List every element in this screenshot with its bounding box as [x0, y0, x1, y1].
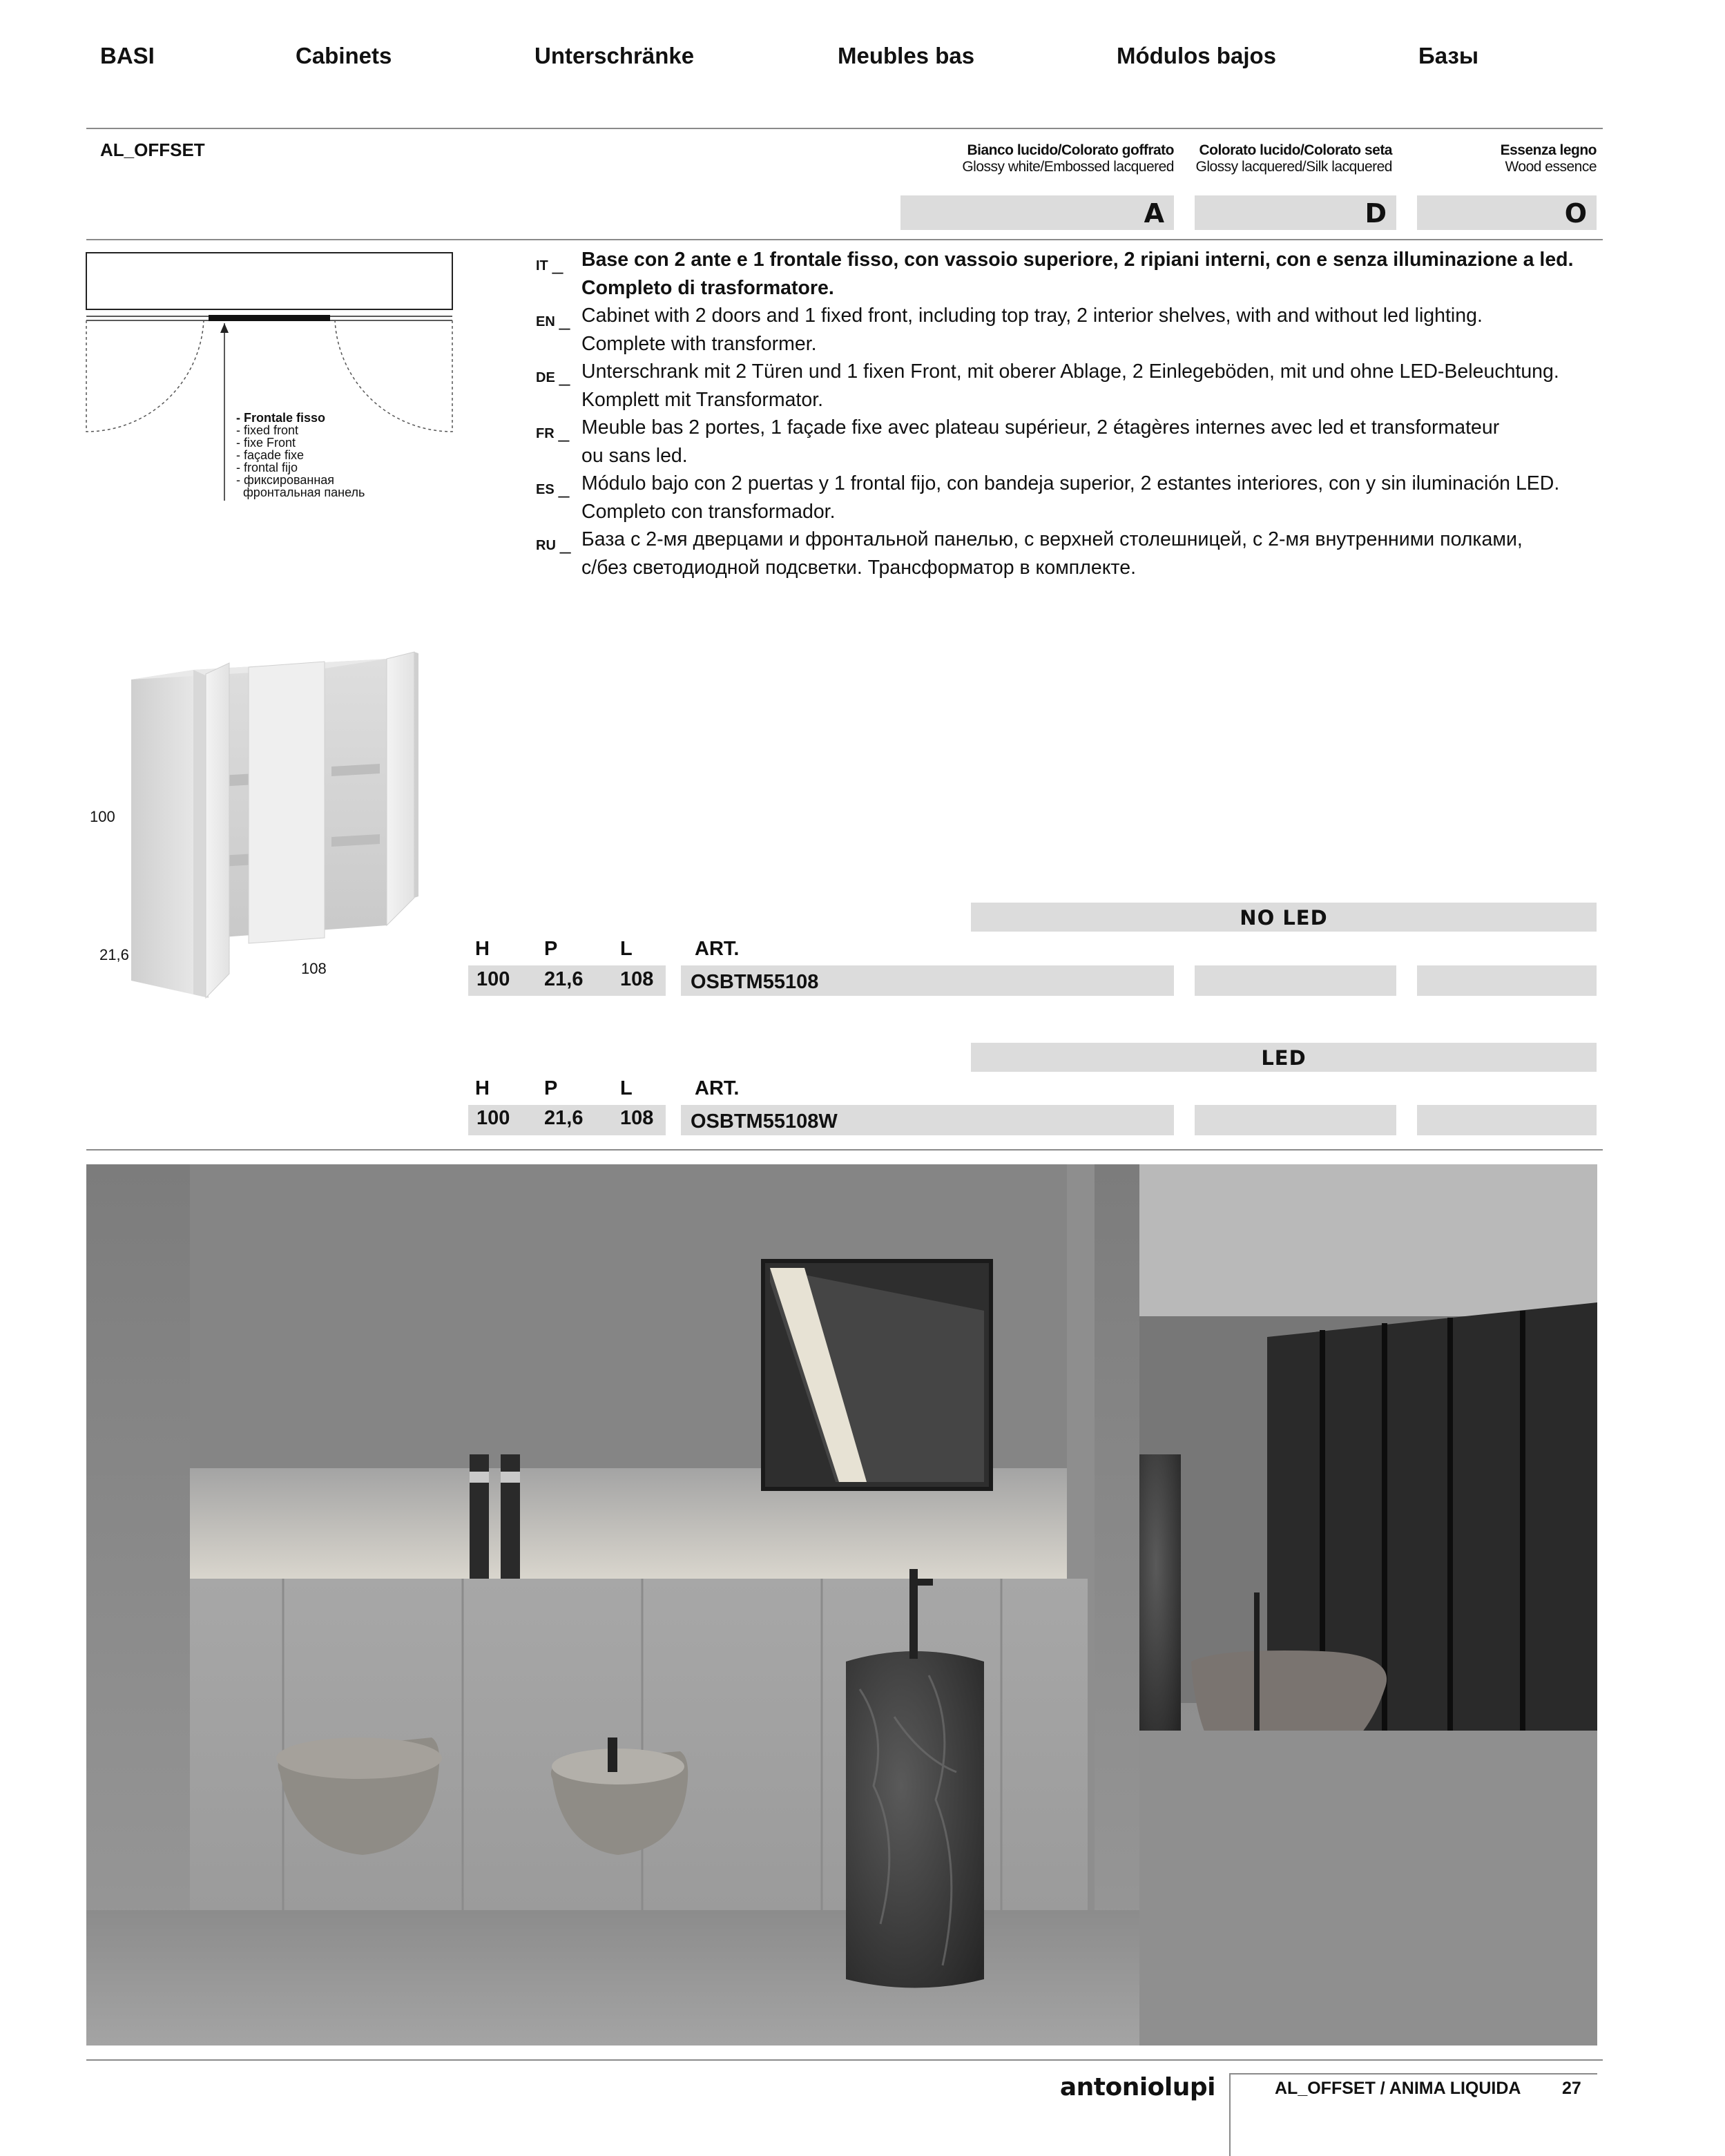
cell-p: 21,6 — [544, 1107, 584, 1129]
lang-code-ru: RU _ — [536, 532, 571, 554]
cell-p: 21,6 — [544, 968, 584, 990]
finish-code-d: D — [1195, 195, 1396, 230]
lang-code-es: ES _ — [536, 477, 570, 498]
footer-box-top — [1229, 2073, 1597, 2075]
page-number: 27 — [1562, 2079, 1581, 2098]
finish-a-subtitle: Glossy white/Embossed lacquered — [962, 159, 1174, 175]
lang-code-de: DE _ — [536, 365, 570, 386]
finish-o-header — [1501, 142, 1597, 175]
finish-o-title: Essenza legno — [1500, 142, 1597, 158]
fixed-front-label-fr: - façade fixe — [236, 448, 305, 462]
dim-width-label: 108 — [301, 960, 327, 977]
cell-art: OSBTM55108 — [681, 965, 1174, 996]
fixed-front-label-ru: - фиксированная — [236, 473, 335, 487]
finish-divider — [86, 239, 1603, 240]
brand-logo: antoniolupi — [1059, 2073, 1215, 2101]
cell-art: OSBTM55108W — [681, 1105, 1174, 1135]
footer-collection: AL_OFFSET / ANIMA LIQUIDA — [1275, 2079, 1521, 2098]
description-de — [536, 358, 1613, 414]
desc-it-line-1: Base con 2 ante e 1 frontale fisso, con vassoio superiore, 2 ripiani interni, con e senza illuminazione a led. — [581, 249, 1574, 271]
cabinet-illustration — [117, 649, 435, 1001]
desc-de-line-1: Unterschrank mit 2 Türen und 1 fixen Front, mit oberer Ablage, 2 Einlegeböden, mit und ohne LED-Beleuchtung. — [581, 360, 1559, 383]
fixed-front-label-it: - Frontale fisso — [236, 411, 326, 425]
desc-fr-line-1: Meuble bas 2 portes, 1 façade fixe avec plateau supérieur, 2 étagères internes avec led et transformateur — [581, 416, 1500, 439]
col-l: L — [620, 1077, 633, 1099]
fixed-front-label-de: - fixe Front — [236, 436, 296, 450]
cell-h: 100 — [476, 1107, 510, 1129]
fixed-front-label-ru-2: фронтальная панель — [236, 485, 365, 499]
cell-h: 100 — [476, 968, 510, 990]
finish-a-header — [962, 142, 1174, 175]
col-art: ART. — [695, 1077, 740, 1099]
category-modulos-bajos: Módulos bajos — [1117, 43, 1276, 68]
fixed-front-label-en: - fixed front — [236, 423, 299, 437]
category-basi: BASI — [100, 43, 155, 68]
cell-finish-d — [1195, 965, 1396, 996]
category-bazy: Базы — [1418, 43, 1479, 68]
desc-en-line-1: Cabinet with 2 doors and 1 fixed front, including top tray, 2 interior shelves, with and without led lighting. — [581, 305, 1483, 327]
cell-finish-d — [1195, 1105, 1396, 1135]
finish-code-a: A — [900, 195, 1174, 230]
cell-l: 108 — [620, 1107, 654, 1129]
lang-code-en: EN _ — [536, 309, 570, 330]
dim-height-label: 100 — [90, 808, 115, 825]
lang-code-fr: FR _ — [536, 421, 570, 442]
col-p: P — [544, 938, 558, 960]
finish-d-header — [1196, 142, 1393, 175]
col-h: H — [475, 1077, 490, 1099]
finish-d-title: Colorato lucido/Colorato seta — [1199, 142, 1392, 158]
finish-a-title: Bianco lucido/Colorato goffrato — [967, 142, 1174, 158]
col-art: ART. — [695, 938, 740, 960]
desc-de-line-2: Komplett mit Transformator. — [581, 388, 824, 411]
desc-fr-line-2: ou sans led. — [581, 444, 688, 467]
col-h: H — [475, 938, 490, 960]
cell-l: 108 — [620, 968, 654, 990]
category-meubles-bas: Meubles bas — [838, 43, 975, 68]
table-divider — [86, 1149, 1603, 1151]
bathroom-photo — [86, 1164, 1597, 2046]
led-header: LED — [971, 1043, 1597, 1072]
cell-finish-o — [1417, 965, 1597, 996]
no-led-header: NO LED — [971, 903, 1597, 932]
finish-code-o: O — [1417, 195, 1597, 230]
header-divider — [86, 128, 1603, 129]
footer-box-left — [1229, 2073, 1231, 2156]
fixed-front-label-es: - frontal fijo — [236, 461, 298, 474]
description-ru — [536, 526, 1613, 581]
finish-o-subtitle: Wood essence — [1505, 159, 1597, 175]
footer-divider — [86, 2059, 1603, 2061]
cell-finish-o — [1417, 1105, 1597, 1135]
col-p: P — [544, 1077, 558, 1099]
desc-ru-line-1: База с 2-мя дверцами и фронтальной панелью, с верхней столешницей, с 2-мя внутренними полками, — [581, 528, 1523, 550]
description-en — [536, 302, 1613, 358]
desc-en-line-2: Complete with transformer. — [581, 332, 817, 355]
desc-es-line-1: Módulo bajo con 2 puertas y 1 frontal fijo, con bandeja superior, 2 estantes interiores, con y sin iluminación LED. — [581, 472, 1560, 494]
desc-it-line-2: Completo di trasformatore. — [581, 276, 834, 299]
lang-code-it: IT _ — [536, 253, 563, 274]
finish-d-subtitle: Glossy lacquered/Silk lacquered — [1195, 159, 1392, 175]
description-it — [536, 246, 1613, 302]
desc-es-line-2: Completo con transformador. — [581, 500, 836, 523]
category-unterschraenke: Unterschränke — [534, 43, 695, 68]
desc-ru-line-2: с/без светодиодной подсветки. Трансформатор в комплекте. — [581, 556, 1136, 579]
dim-depth-label: 21,6 — [99, 946, 129, 963]
description-fr — [536, 414, 1613, 470]
col-l: L — [620, 938, 633, 960]
description-es — [536, 470, 1613, 526]
descriptions — [536, 246, 1613, 581]
fixed-front-label — [236, 412, 365, 499]
product-name: AL_OFFSET — [100, 139, 205, 160]
category-cabinets: Cabinets — [296, 43, 392, 68]
